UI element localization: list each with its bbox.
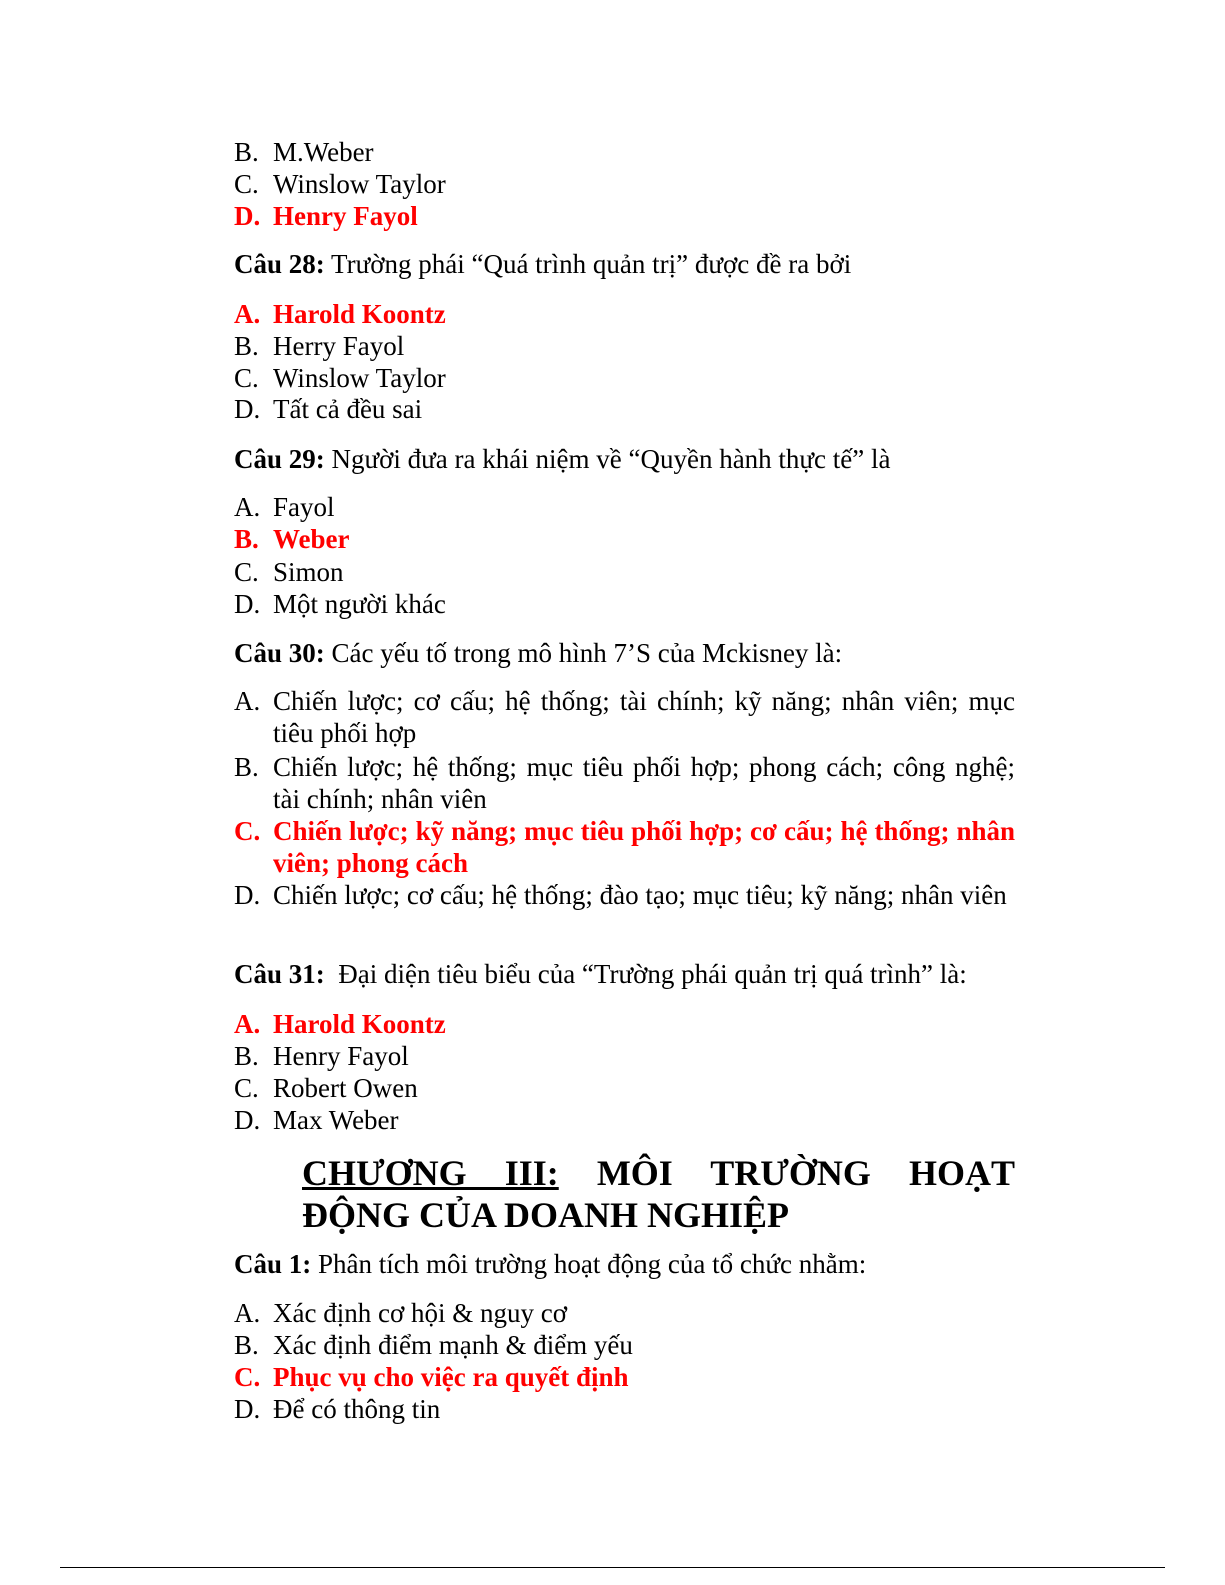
option-label: D. [234,880,261,910]
question-28 [234,248,851,280]
question-1 [234,1248,866,1280]
q31-option-a-correct [234,1008,446,1040]
option-text: Tất cả đều sai [273,394,423,424]
option-label: C. [234,816,261,846]
option-text: Harold Koontz [273,1009,446,1039]
option-label: D. [234,1394,261,1424]
q29-option-a [234,491,335,523]
q29-option-c [234,556,344,588]
option-text: Chiến lược; cơ cấu; hệ thống; tài chính; kỹ năng; nhân viên; mục tiêu phối hợp [273,686,1015,748]
option-label: C. [234,169,259,199]
option-text: M.Weber [273,137,374,167]
option-label: B. [234,1330,259,1360]
option-label: D. [234,1105,261,1135]
option-label: A. [234,299,261,329]
q28-option-b [234,330,404,362]
q28-option-a-correct [234,298,446,330]
option-label: A. [234,1298,261,1328]
question-30 [234,637,842,669]
option-text: Chiến lược; kỹ năng; mục tiêu phối hợp; cơ cấu; hệ thống; nhân viên; phong cách [273,816,1015,878]
option-text: Simon [273,557,344,587]
option-text: Chiến lược; hệ thống; mục tiêu phối hợp; phong cách; công nghệ; tài chính; nhân viên [273,752,1015,814]
q28-option-c [234,362,446,394]
question-text: Trường phái “Quá trình quản trị” được đề ra bởi [324,249,852,279]
option-label: C. [234,363,259,393]
q1-option-d [234,1393,440,1425]
option-text: Một người khác [273,589,446,619]
question-label: Câu 30: [234,638,325,668]
question-text: Phân tích môi trường hoạt động của tổ chức nhằm: [311,1249,867,1279]
question-label: Câu 28: [234,249,325,279]
option-text: Winslow Taylor [273,363,446,393]
q30-option-c-correct [234,815,1015,879]
option-label: C. [234,557,259,587]
page-bottom-divider [60,1567,1165,1568]
option-label: A. [234,1009,261,1039]
option-text: Robert Owen [273,1073,418,1103]
question-label: Câu 1: [234,1249,312,1279]
q30-option-d [234,879,1015,911]
question-text: Các yếu tố trong mô hình 7’S của Mckisney là: [324,638,843,668]
question-label: Câu 31: [234,959,325,989]
option-text: Herry Fayol [273,331,405,361]
chapter-heading [302,1152,1015,1236]
q1-option-a [234,1297,567,1329]
option-text: Weber [273,524,350,554]
option-text: Chiến lược; cơ cấu; hệ thống; đào tạo; mục tiêu; kỹ năng; nhân viên [273,880,1007,910]
option-label: B. [234,524,259,554]
option-label: B. [234,137,259,167]
option-label: B. [234,1041,259,1071]
option-label: C. [234,1073,259,1103]
prev-option-b [234,136,374,168]
q31-option-d [234,1104,399,1136]
q1-option-b [234,1329,633,1361]
q28-option-d [234,393,422,425]
option-label: C. [234,1362,261,1392]
option-label: B. [234,752,259,782]
q31-option-c [234,1072,418,1104]
option-label: A. [234,492,261,522]
option-text: Winslow Taylor [273,169,446,199]
option-text: Henry Fayol [273,1041,409,1071]
option-text: Phục vụ cho việc ra quyết định [273,1362,629,1392]
option-label: A. [234,686,261,716]
q30-option-b [234,751,1015,815]
q29-option-d [234,588,446,620]
option-label: D. [234,589,261,619]
option-label: D. [234,201,261,231]
option-label: B. [234,331,259,361]
question-31 [234,958,967,990]
option-text: Max Weber [273,1105,399,1135]
chapter-prefix: CHƯƠNG III: [302,1153,559,1193]
prev-option-d-correct [234,200,418,232]
question-text: Người đưa ra khái niệm về “Quyền hành thực tế” là [324,444,891,474]
prev-option-c [234,168,446,200]
option-label: D. [234,394,261,424]
q29-option-b-correct [234,523,349,555]
option-text: Henry Fayol [273,201,418,231]
question-text: Đại diện tiêu biểu của “Trường phái quản trị quá trình” là: [324,959,967,989]
q1-option-c-correct [234,1361,629,1393]
q31-option-b [234,1040,409,1072]
q30-option-a [234,685,1015,749]
option-text: Để có thông tin [273,1394,441,1424]
question-label: Câu 29: [234,444,325,474]
option-text: Xác định cơ hội & nguy cơ [273,1298,567,1328]
chapter-title: MÔI TRƯỜNG HOẠT ĐỘNG CỦA DOANH NGHIỆP [302,1153,1015,1235]
option-text: Fayol [273,492,335,522]
option-text: Harold Koontz [273,299,446,329]
option-text: Xác định điểm mạnh & điểm yếu [273,1330,633,1360]
question-29 [234,443,891,475]
